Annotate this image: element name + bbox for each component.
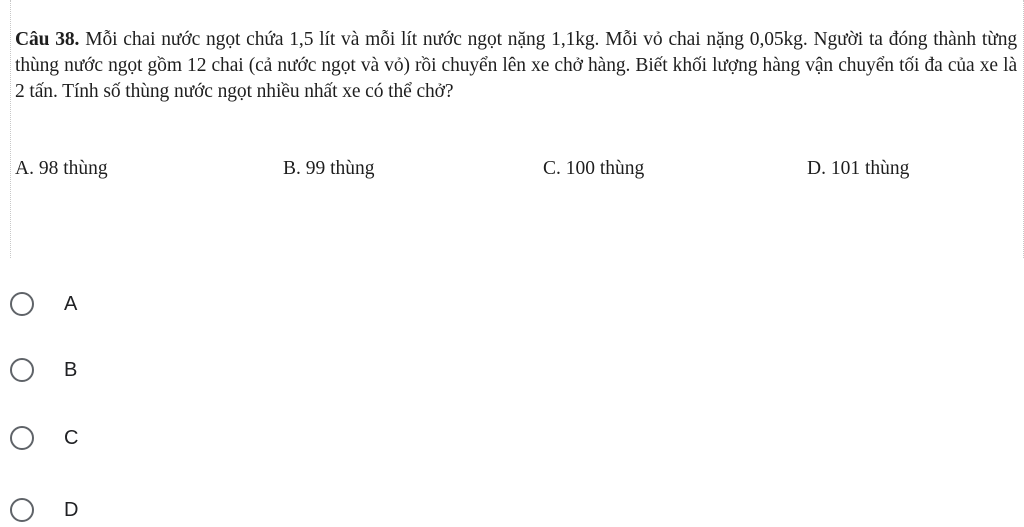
choice-a: A. 98 thùng: [15, 158, 108, 179]
radio-unchecked-icon[interactable]: [10, 358, 34, 382]
answer-option-label: B: [64, 358, 78, 381]
radio-unchecked-icon[interactable]: [10, 292, 34, 316]
question-number: Câu 38.: [15, 29, 80, 50]
answer-option-d[interactable]: [10, 490, 210, 527]
question-body: Mỗi chai nước ngọt chứa 1,5 lít và mỗi lít nước ngọt nặng 1,1kg. Mỗi vỏ chai nặng 0,05kg. Người ta đóng thành từng thùng nước ngọt gồm 12 chai (cả nước ngọt và vỏ) rồi chuyển lên xe chở hàng. Biết khối lượng hàng vận chuyển tối đa của xe là 2 tấn. Tính số thùng nước ngọt nhiều nhất xe có thể chở?: [15, 29, 1018, 102]
question-text: [15, 27, 1017, 105]
radio-unchecked-icon[interactable]: [10, 426, 34, 450]
answer-option-label: D: [64, 498, 79, 521]
answer-options: [0, 268, 300, 527]
question-image: [10, 0, 1024, 258]
answer-option-c[interactable]: [10, 418, 210, 458]
choice-c: C. 100 thùng: [543, 158, 645, 179]
choice-d: D. 101 thùng: [807, 158, 910, 179]
answer-option-label: C: [64, 426, 79, 449]
answer-option-a[interactable]: [10, 284, 210, 324]
answer-option-b[interactable]: [10, 350, 210, 390]
radio-unchecked-icon[interactable]: [10, 498, 34, 522]
answer-option-label: A: [64, 292, 78, 315]
choice-b: B. 99 thùng: [283, 158, 375, 179]
